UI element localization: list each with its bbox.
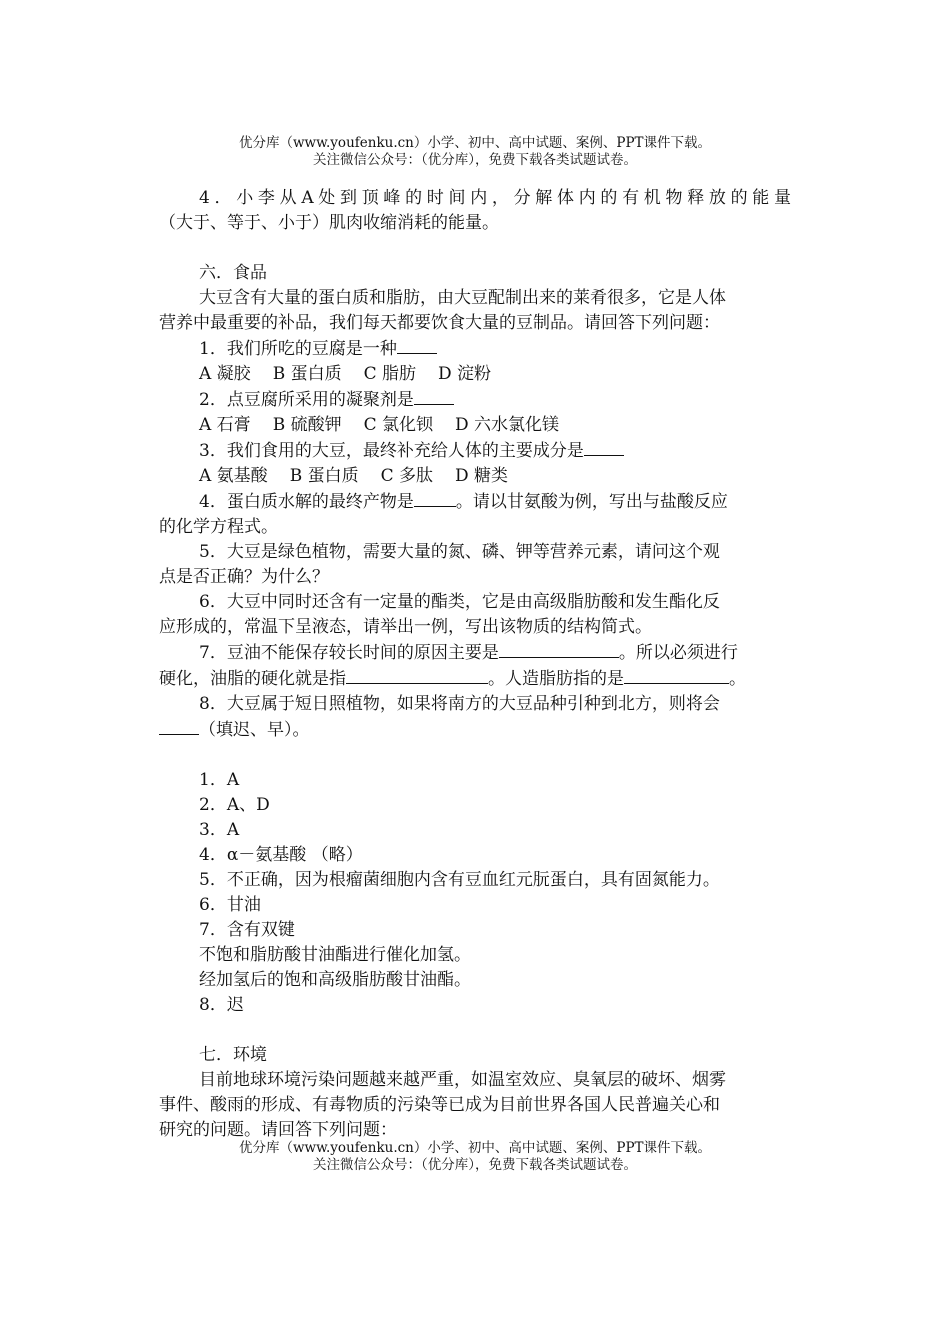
page-header-top xyxy=(0,135,950,169)
question-3: 3．我们食用的大豆，最终补充给人体的主要成分是 xyxy=(159,438,791,464)
question-1: 1．我们所吃的豆腐是一种 xyxy=(159,336,791,362)
answer-3: 3．A xyxy=(199,820,240,840)
answer-5: 5．不正确，因为根瘤菌细胞内含有豆血红元朊蛋白，具有固氮能力。 xyxy=(199,870,720,890)
question-6: 6．大豆中同时还含有一定量的酯类，它是由高级脂肪酸和发生酯化反 xyxy=(199,592,720,612)
answer-blank xyxy=(159,717,199,735)
section-title-food: 六．食品 xyxy=(199,263,267,283)
answer-blank xyxy=(499,640,619,658)
question-4-line2: 的化学方程式。 xyxy=(159,517,278,537)
answer-4: 4．α－氨基酸 （略） xyxy=(199,845,363,865)
question-4: 4．蛋白质水解的最终产物是 。请以甘氨酸为例，写出与盐酸反应 xyxy=(159,489,791,515)
question-3-options: A 氨基酸 B 蛋白质 C 多肽 D 糖类 xyxy=(199,466,509,486)
section-title-environment: 七．环境 xyxy=(199,1045,267,1065)
question-2-options: A 石膏 B 硫酸钾 C 氯化钡 D 六水氯化镁 xyxy=(199,415,560,435)
answer-blank xyxy=(346,666,488,684)
document-body xyxy=(159,186,791,1143)
page-header-bottom xyxy=(0,1140,950,1174)
question-1-options: A 凝胶 B 蛋白质 C 脂肪 D 淀粉 xyxy=(199,364,492,384)
food-intro-line1: 大豆含有大量的蛋白质和脂肪，由大豆配制出来的莱肴很多，它是人体 xyxy=(199,288,726,308)
answer-6: 6．甘油 xyxy=(199,895,261,915)
env-intro-line2: 事件、酸雨的形成、有毒物质的污染等已成为目前世界各国人民普遍关心和 xyxy=(159,1095,720,1115)
env-intro-line3: 研究的问题。请回答下列问题： xyxy=(159,1120,397,1140)
answer-blank xyxy=(414,387,454,405)
footer-line-2: 关注微信公众号：（优分库），免费下载各类试题试卷。 xyxy=(313,1157,637,1173)
answer-8: 8．迟 xyxy=(199,995,244,1015)
answer-blank xyxy=(624,666,729,684)
answer-7-c: 经加氢后的饱和高级脂肪酸甘油酯。 xyxy=(199,970,471,990)
question-5: 5．大豆是绿色植物，需要大量的氮、磷、钾等营养元素，请问这个观 xyxy=(199,542,720,562)
question-5-line2: 点是否正确？为什么？ xyxy=(159,567,329,587)
answer-blank xyxy=(397,336,437,354)
answer-7: 7．含有双键 xyxy=(199,920,295,940)
header-line-2: 关注微信公众号：（优分库），免费下载各类试题试卷。 xyxy=(313,152,637,168)
answer-1: 1．A xyxy=(199,770,240,790)
prev-q4-line2: （大于、等于、小于）肌肉收缩消耗的能量。 xyxy=(159,213,499,233)
food-intro-line2: 营养中最重要的补品，我们每天都要饮食大量的豆制品。请回答下列问题： xyxy=(159,313,720,333)
question-2: 2．点豆腐所采用的凝聚剂是 xyxy=(159,387,791,413)
answer-7-b: 不饱和脂肪酸甘油酯进行催化加氢。 xyxy=(199,945,471,965)
prev-q4-line1: 4．小李从A处到顶峰的时间内，分解体内的有机物释放的能量 xyxy=(199,188,791,208)
footer-line-1: 优分库（www.youfenku.cn）小学、初中、高中试题、案例、PPT课件下载。 xyxy=(238,1140,712,1156)
question-7: 7．豆油不能保存较长时间的原因主要是 。所以必须进行 xyxy=(159,640,791,666)
answer-blank xyxy=(584,438,624,456)
answer-blank xyxy=(414,489,456,507)
answer-2: 2．A、D xyxy=(199,795,270,815)
env-intro-line1: 目前地球环境污染问题越来越严重，如温室效应、臭氧层的破坏、烟雾 xyxy=(199,1070,726,1090)
question-6-line2: 应形成的，常温下呈液态，请举出一例，写出该物质的结构简式。 xyxy=(159,617,652,637)
header-line-1: 优分库（www.youfenku.cn）小学、初中、高中试题、案例、PPT课件下载。 xyxy=(238,135,712,151)
question-8-line2: （填迟、早）。 xyxy=(159,717,791,743)
question-8: 8．大豆属于短日照植物，如果将南方的大豆品种引种到北方，则将会 xyxy=(199,694,720,714)
question-7-line2: 硬化，油脂的硬化就是指 。人造脂肪指的是 。 xyxy=(159,666,791,692)
